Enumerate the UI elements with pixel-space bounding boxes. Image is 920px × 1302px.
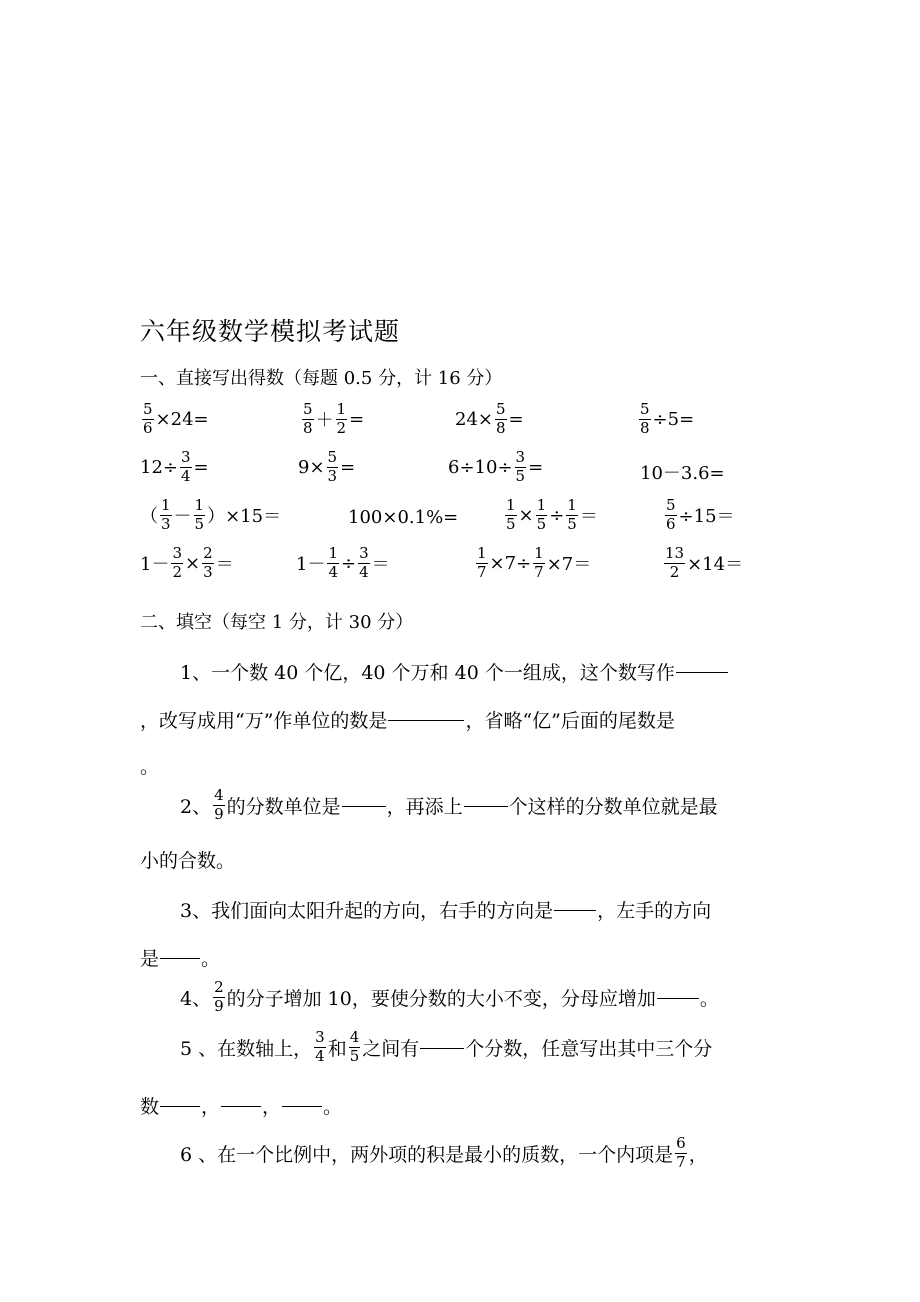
q1-line2: ，改写成用“万”作单位的数是 ，省略“亿”后面的尾数是 [140, 710, 675, 732]
fraction: $\frac{4}{5}$ [349, 1028, 360, 1065]
calc-r3-d: $\frac{5}{6}$ ÷15＝ [666, 496, 735, 533]
fraction: $\frac{3}{4}$ [181, 448, 191, 485]
answer-blank[interactable] [657, 996, 699, 999]
calc-r3-b: 100×0.1%= [348, 507, 459, 528]
calc-r1-c: 24× $\frac{5}{8}$ = [455, 400, 524, 437]
fraction: $\frac{1}{5}$ [194, 496, 205, 533]
calc-r4-a: 1－ $\frac{3}{2}$ × $\frac{2}{3}$ ＝ [140, 544, 234, 581]
fraction: $\frac{3}{4}$ [359, 544, 369, 581]
q5-line1: 5 、在数轴上， $\frac{3}{4}$ 和 $\frac{4}{5}$ 之间有 个分数，任意写出其中三个分 [180, 1028, 713, 1065]
q3-line1: 3、我们面向太阳升起的方向，右手的方向是 ，左手的方向 [180, 900, 712, 922]
q6-line: 6 、在一个比例中，两外项的积是最小的质数，一个内项是 $\frac{6}{7}$ ， [180, 1134, 708, 1171]
calc-r3-a: （ $\frac{1}{3}$ － $\frac{1}{5}$ ）×15＝ [140, 496, 282, 533]
calc-r1-a: $\frac{5}{6}$ ×24= [143, 400, 209, 437]
calc-r2-b: 9× $\frac{5}{3}$ = [298, 448, 356, 485]
answer-blank[interactable] [282, 1104, 322, 1107]
fraction: $\frac{6}{7}$ [676, 1134, 686, 1171]
answer-blank[interactable] [160, 956, 200, 959]
q4-line: 4、 $\frac{2}{9}$ 的分子增加 10，要使分数的大小不变，分母应增加 。 [180, 978, 719, 1015]
fraction: $\frac{1}{3}$ [161, 496, 171, 533]
calc-r1-d: $\frac{5}{8}$ ÷5= [640, 400, 695, 437]
fraction: $\frac{13}{2}$ [665, 544, 685, 581]
fraction: $\frac{5}{6}$ [666, 496, 676, 533]
calc-r1-b: $\frac{5}{8}$ ＋ $\frac{1}{2}$ = [303, 400, 365, 437]
fraction: $\frac{1}{5}$ [567, 496, 577, 533]
fraction: $\frac{1}{4}$ [328, 544, 338, 581]
fraction: $\frac{5}{8}$ [640, 400, 650, 437]
calc-r4-d: $\frac{13}{2}$ ×14＝ [665, 544, 744, 581]
fraction: $\frac{3}{2}$ [172, 544, 182, 581]
calc-r4-b: 1－ $\frac{1}{4}$ ÷ $\frac{3}{4}$ ＝ [296, 544, 390, 581]
page-title: 六年级数学模拟考试题 [140, 317, 401, 346]
section2-heading: 二、填空（每空 1 分，计 30 分） [140, 612, 414, 633]
section1-heading: 一、直接写出得数（每题 0.5 分，计 16 分） [140, 368, 503, 389]
q2-line2: 小的合数。 [140, 850, 236, 872]
q2-line1: 2、 $\frac{4}{9}$ 的分数单位是 ，再添上 个这样的分数单位就是最 [180, 786, 718, 823]
calc-r2-d: 10－3.6= [640, 463, 725, 484]
fraction: $\frac{2}{3}$ [203, 544, 213, 581]
fraction: $\frac{1}{7}$ [477, 544, 487, 581]
answer-blank[interactable] [464, 804, 508, 807]
calc-r3-c: $\frac{1}{5}$ × $\frac{1}{5}$ ÷ $\frac{1}{5}$ ＝ [506, 496, 598, 533]
fraction: $\frac{1}{5}$ [536, 496, 547, 533]
fraction: $\frac{1}{7}$ [534, 544, 544, 581]
q3-line2: 是 。 [140, 948, 221, 970]
answer-blank[interactable] [160, 1104, 200, 1107]
calc-r2-a: 12÷ $\frac{3}{4}$ = [140, 448, 209, 485]
q1-line1: 1、一个数 40 个亿，40 个万和 40 个一组成，这个数写作 [180, 658, 820, 685]
fraction: $\frac{5}{6}$ [143, 400, 153, 437]
answer-blank[interactable] [221, 1104, 261, 1107]
answer-blank[interactable] [342, 804, 386, 807]
fraction: $\frac{1}{5}$ [506, 496, 516, 533]
fraction: $\frac{5}{8}$ [303, 400, 313, 437]
answer-blank[interactable] [388, 718, 464, 721]
fraction: $\frac{3}{4}$ [315, 1028, 325, 1065]
fraction: $\frac{5}{8}$ [496, 400, 506, 437]
fraction: $\frac{5}{3}$ [327, 448, 338, 485]
q5-line2: 数 ， ， 。 [140, 1096, 343, 1118]
calc-r2-c: 6÷10÷ $\frac{3}{5}$ = [448, 448, 544, 485]
q1-line3: 。 [140, 756, 160, 778]
fraction: $\frac{2}{9}$ [214, 978, 224, 1015]
fraction: $\frac{1}{2}$ [336, 400, 347, 437]
answer-blank[interactable] [676, 670, 728, 673]
fraction: $\frac{3}{5}$ [515, 448, 526, 485]
answer-blank[interactable] [420, 1046, 464, 1049]
answer-blank[interactable] [554, 908, 596, 911]
calc-r4-c: $\frac{1}{7}$ ×7÷ $\frac{1}{7}$ ×7＝ [477, 544, 592, 581]
fraction: $\frac{4}{9}$ [214, 786, 224, 823]
